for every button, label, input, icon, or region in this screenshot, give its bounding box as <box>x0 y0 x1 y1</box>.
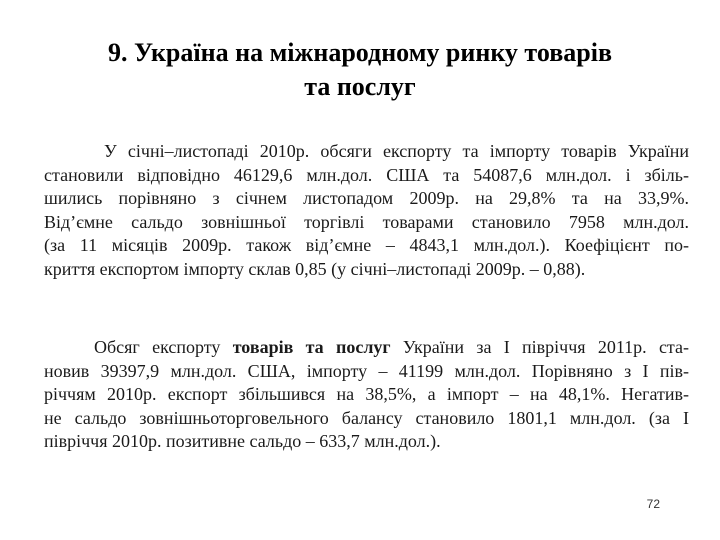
trade-paragraph-2010 <box>44 140 689 281</box>
paragraph-text: Обсяг експорту <box>94 337 233 357</box>
slide-title-line-2: та послуг <box>304 72 416 101</box>
paragraph-text: України за І півріччя 2011р. ста- <box>390 337 690 357</box>
paragraph-line: (за 11 місяців 2009р. також від’ємне – 4843,1 млн.дол.). Коефіцієнт по- <box>44 235 689 255</box>
trade-paragraph-2011 <box>44 336 689 454</box>
paragraph-line <box>44 336 689 360</box>
paragraph-line: криття експортом імпорту склав 0,85 (у січні–листопаді 2009р. – 0,88). <box>44 258 586 279</box>
paragraph-line: не сальдо зовнішньоторговельного балансу становило 1801,1 млн.дол. (за І <box>44 407 689 428</box>
page-number: 72 <box>646 497 660 511</box>
paragraph-line: У січні–листопаді 2010р. обсяги експорту та імпорту товарів України <box>104 141 689 161</box>
paragraph-line: півріччя 2010р. позитивне сальдо – 633,7 млн.дол.). <box>44 431 441 451</box>
slide-title <box>30 36 690 104</box>
paragraph-line: новив 39397,9 млн.дол. США, імпорту – 41199 млн.дол. Порівняно з І пів- <box>44 360 689 381</box>
paragraph-line: Від’ємне сальдо зовнішньої торгівлі товарами становило 7958 млн.дол. <box>44 211 689 232</box>
emphasis-text: товарів та послуг <box>232 337 391 357</box>
paragraph-line: шились порівняно з січнем листопадом 2009р. на 29,8% та на 33,9%. <box>44 188 689 208</box>
paragraph-line: річчям 2010р. експорт збільшився на 38,5%, а імпорт – на 48,1%. Негатив- <box>44 384 689 404</box>
slide-title-line-1: 9. Україна на міжнародному ринку товарів <box>108 38 612 67</box>
paragraph-line: становили відповідно 46129,6 млн.дол. США та 54087,6 млн.дол. і збіль- <box>44 164 689 185</box>
